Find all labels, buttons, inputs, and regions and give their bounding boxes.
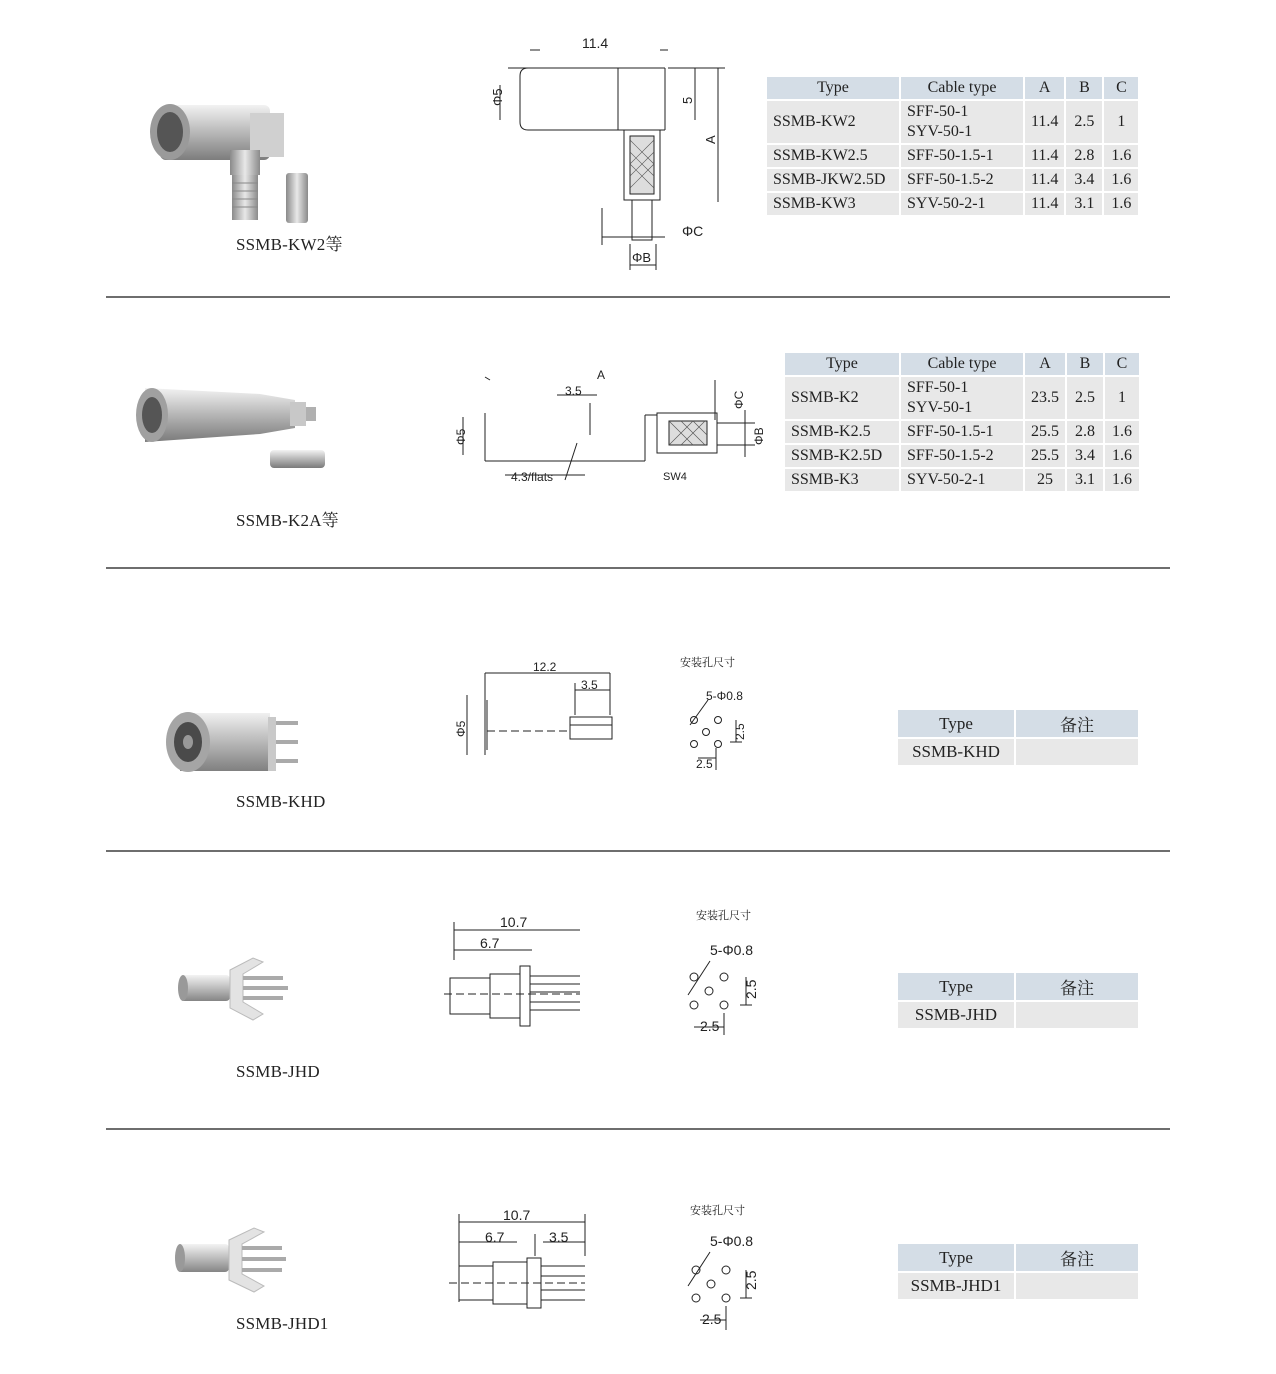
dim-phi5: Φ5	[454, 720, 468, 737]
dim-length: 11.4	[582, 35, 609, 51]
dim-a: A	[703, 135, 718, 144]
cell-a: 25.5	[1025, 421, 1065, 443]
holes-count-dia: 5-Φ0.8	[706, 689, 743, 703]
cell-type: SSMB-KW2	[767, 101, 899, 143]
cell-a: 11.4	[1025, 145, 1064, 167]
dim-phic: ΦC	[732, 390, 746, 409]
header-note: 备注	[1016, 1244, 1138, 1271]
cell-a: 11.4	[1025, 101, 1064, 143]
cell-cable-type: SFF-50-1.5-2	[901, 445, 1023, 467]
dim-3-5: 3.5	[581, 678, 598, 692]
cell-cable-type: SFF-50-1.5-2	[901, 169, 1023, 191]
dim-length: 10.7	[500, 914, 528, 930]
header-cable-type: Cable type	[901, 77, 1023, 99]
section-divider	[106, 850, 1170, 852]
spec-table-ssmb-kw2	[765, 75, 1140, 217]
cell-c: 1.6	[1105, 445, 1139, 467]
cell-type: SSMB-KHD	[898, 739, 1014, 765]
header-note: 备注	[1016, 710, 1138, 737]
cell-c: 1.6	[1104, 169, 1138, 191]
cell-cable-type: SFF-50-1.5-1	[901, 421, 1023, 443]
header-b: B	[1066, 77, 1102, 99]
dim-phi5: Φ5	[490, 88, 505, 106]
cell-type: SSMB-KW2.5	[767, 145, 899, 167]
product-photo-ssmb-jhd	[175, 950, 295, 1030]
section-divider	[106, 567, 1170, 569]
table-row	[785, 445, 1139, 467]
product-photo-ssmb-jhd1	[172, 1222, 292, 1302]
header-note: 备注	[1016, 973, 1138, 1000]
type-table-ssmb-jhd1	[896, 1242, 1140, 1301]
cell-type: SSMB-JHD1	[898, 1273, 1014, 1299]
table-row	[785, 377, 1139, 419]
cell-c: 1.6	[1105, 421, 1139, 443]
cell-cable-type: SFF-50-1 SYV-50-1	[901, 101, 1023, 143]
cell-c: 1.6	[1105, 469, 1139, 491]
dim-phib: ΦB	[752, 427, 766, 445]
table-row	[898, 1273, 1138, 1299]
cell-b: 2.5	[1066, 101, 1102, 143]
table-row	[785, 469, 1139, 491]
cell-cable-type: SFF-50-1.5-1	[901, 145, 1023, 167]
cell-a: 11.4	[1025, 169, 1064, 191]
technical-drawing-ssmb-khd	[445, 655, 625, 765]
cell-c: 1	[1104, 101, 1138, 143]
cell-b: 3.1	[1067, 469, 1103, 491]
mounting-hole-diagram	[670, 650, 780, 775]
holes-title: 安装孔尺寸	[680, 657, 735, 669]
header-c: C	[1105, 353, 1139, 375]
dim-3-5: 3.5	[549, 1229, 569, 1245]
cell-b: 2.5	[1067, 377, 1103, 419]
dim-phic: ΦC	[682, 223, 704, 239]
header-type: Type	[898, 973, 1014, 1000]
cell-type: SSMB-KW3	[767, 193, 899, 215]
cell-type: SSMB-JHD	[898, 1002, 1014, 1028]
product-photo-ssmb-k2a	[130, 380, 330, 480]
product-caption: SSMB-JHD	[236, 1062, 320, 1081]
cell-c: 1.6	[1104, 193, 1138, 215]
dim-sw4: SW4	[663, 471, 687, 483]
product-caption: SSMB-KW2等	[236, 235, 343, 254]
cell-a: 25	[1025, 469, 1065, 491]
type-table-ssmb-khd	[896, 708, 1140, 767]
header-a: A	[1025, 353, 1065, 375]
dim-5: 5	[680, 96, 695, 104]
holes-dim-vertical: 2.5	[733, 723, 747, 740]
table-row	[898, 1002, 1138, 1028]
spec-table-ssmb-k2a	[783, 351, 1141, 493]
header-type: Type	[785, 353, 899, 375]
holes-count-dia: 5-Φ0.8	[710, 942, 754, 958]
technical-drawing-ssmb-jhd1	[445, 1200, 595, 1315]
holes-dim-vertical: 2.5	[743, 1270, 759, 1290]
mounting-hole-diagram	[680, 905, 790, 1040]
dim-flats: 4.3/flats	[511, 470, 554, 484]
cell-note	[1016, 1002, 1138, 1028]
type-table-ssmb-jhd	[896, 971, 1140, 1030]
dim-length: 10.7	[503, 1207, 531, 1223]
header-c: C	[1104, 77, 1138, 99]
cell-note	[1016, 739, 1138, 765]
table-row	[898, 739, 1138, 765]
cell-a: 11.4	[1025, 193, 1064, 215]
table-row	[767, 193, 1138, 215]
product-caption: SSMB-JHD1	[236, 1314, 329, 1333]
header-cable-type: Cable type	[901, 353, 1023, 375]
table-row	[785, 421, 1139, 443]
cell-type: SSMB-K2	[785, 377, 899, 419]
product-caption: SSMB-KHD	[236, 792, 326, 811]
dim-6-7: 6.7	[480, 935, 500, 951]
dim-phi5: Φ5	[454, 428, 468, 445]
holes-count-dia: 5-Φ0.8	[710, 1233, 754, 1249]
cell-b: 3.4	[1067, 445, 1103, 467]
cell-b: 3.4	[1066, 169, 1102, 191]
cell-note	[1016, 1273, 1138, 1299]
table-row	[767, 169, 1138, 191]
mounting-hole-diagram	[680, 1200, 790, 1335]
header-a: A	[1025, 77, 1064, 99]
dim-a: A	[597, 368, 606, 382]
holes-dim-horizontal: 2.5	[702, 1311, 722, 1327]
table-row	[767, 145, 1138, 167]
dim-3-5: 3.5	[565, 384, 582, 398]
dim-6-7: 6.7	[485, 1229, 505, 1245]
cell-b: 2.8	[1066, 145, 1102, 167]
product-photo-ssmb-khd	[160, 705, 305, 790]
header-type: Type	[898, 1244, 1014, 1271]
product-caption: SSMB-K2A等	[236, 511, 339, 530]
dim-phib: ΦB	[632, 250, 652, 265]
holes-title: 安装孔尺寸	[696, 910, 751, 922]
holes-dim-horizontal: 2.5	[696, 757, 713, 771]
cell-c: 1.6	[1104, 145, 1138, 167]
product-photo-ssmb-kw2	[140, 95, 320, 235]
cell-a: 25.5	[1025, 445, 1065, 467]
cell-cable-type: SYV-50-2-1	[901, 469, 1023, 491]
holes-dim-vertical: 2.5	[743, 979, 759, 999]
cell-b: 2.8	[1067, 421, 1103, 443]
cell-type: SSMB-K3	[785, 469, 899, 491]
cell-cable-type: SFF-50-1 SYV-50-1	[901, 377, 1023, 419]
technical-drawing-ssmb-jhd	[440, 910, 590, 1030]
cell-cable-type: SYV-50-2-1	[901, 193, 1023, 215]
header-b: B	[1067, 353, 1103, 375]
cell-c: 1	[1105, 377, 1139, 419]
cell-type: SSMB-K2.5D	[785, 445, 899, 467]
cell-b: 3.1	[1066, 193, 1102, 215]
technical-drawing-ssmb-kw2	[490, 30, 750, 275]
cell-type: SSMB-JKW2.5D	[767, 169, 899, 191]
section-divider	[106, 296, 1170, 298]
technical-drawing-ssmb-k2a	[445, 365, 775, 490]
cell-type: SSMB-K2.5	[785, 421, 899, 443]
dim-length: 12.2	[533, 660, 557, 674]
cell-a: 23.5	[1025, 377, 1065, 419]
header-type: Type	[767, 77, 899, 99]
section-divider	[106, 1128, 1170, 1130]
holes-title: 安装孔尺寸	[690, 1205, 745, 1217]
table-row	[767, 101, 1138, 143]
header-type: Type	[898, 710, 1014, 737]
holes-dim-horizontal: 2.5	[700, 1018, 720, 1034]
